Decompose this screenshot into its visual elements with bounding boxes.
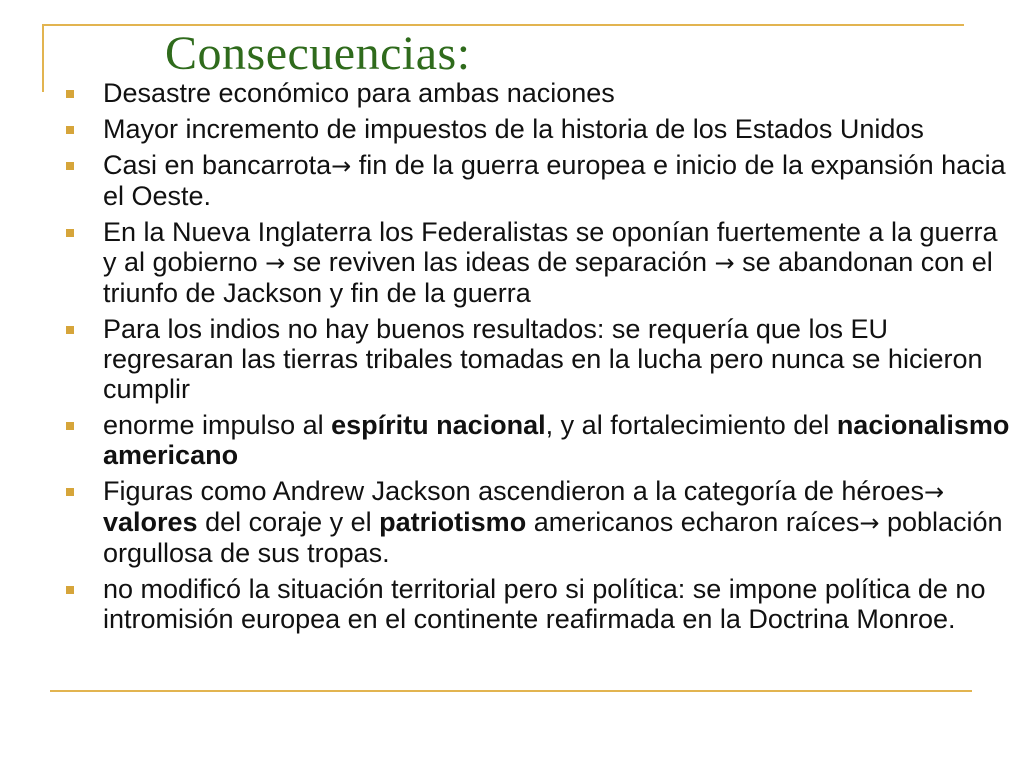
bullet-bold-text: nacionalismo americano — [103, 410, 1010, 470]
frame-bottom-line — [50, 690, 972, 692]
square-bullet-icon — [66, 326, 74, 334]
bullet-item — [66, 410, 1016, 470]
square-bullet-icon — [66, 162, 74, 170]
bullet-item — [66, 476, 1016, 568]
bullet-text: se abandonan con el triunfo de Jackson y fin de la guerra — [103, 247, 993, 308]
bullet-text: del coraje y el — [197, 507, 380, 537]
arrow-right-icon: → — [923, 478, 945, 506]
bullet-item — [66, 574, 1016, 634]
square-bullet-icon — [66, 422, 74, 430]
frame-left-line — [42, 24, 44, 92]
bullet-item — [66, 217, 1016, 308]
bullet-text: Casi en bancarrota — [103, 150, 332, 180]
bullet-bold-text: patriotismo — [379, 507, 527, 537]
bullet-text: , y al fortalecimiento del — [545, 410, 837, 440]
arrow-right-icon: → — [265, 249, 286, 277]
bullet-item — [66, 114, 1016, 144]
bullet-text: americanos echaron raíces — [526, 507, 860, 537]
bullet-item — [66, 314, 1016, 404]
bullet-bold-text: valores — [103, 507, 198, 537]
bullet-item — [66, 150, 1016, 211]
arrow-right-icon: → — [714, 249, 735, 277]
bullet-item — [66, 78, 1016, 108]
bullet-text: Desastre económico para ambas naciones — [103, 78, 615, 108]
bullet-text: no modificó la situación territorial pero si política: se impone política de no intromisión europea en el continente reafirmada en la Doctrina Monroe. — [103, 574, 986, 634]
square-bullet-icon — [66, 488, 74, 496]
bullet-text: Para los indios no hay buenos resultados: se requería que los EU regresaran las tierras tribales tomadas en la lucha pero nunca se hicieron cumplir — [103, 314, 983, 404]
bullet-text: fin de la guerra europea e inicio de la expansión hacia el Oeste. — [103, 150, 1006, 211]
square-bullet-icon — [66, 229, 74, 237]
arrow-right-icon: → — [331, 152, 352, 180]
square-bullet-icon — [66, 126, 74, 134]
bullet-text: población orgullosa de sus tropas. — [103, 507, 1003, 568]
bullet-text: Mayor incremento de impuestos de la historia de los Estados Unidos — [103, 114, 924, 144]
square-bullet-icon — [66, 90, 74, 98]
square-bullet-icon — [66, 586, 74, 594]
bullet-bold-text: espíritu nacional — [331, 410, 546, 440]
bullet-list — [66, 78, 1016, 640]
bullet-text: En la Nueva Inglaterra los Federalistas se oponían fuertemente a la guerra y al gobierno — [103, 217, 998, 277]
bullet-text: se reviven las ideas de separación — [285, 247, 715, 277]
bullet-text: enorme impulso al — [103, 410, 332, 440]
arrow-right-icon: → — [859, 509, 880, 537]
slide-title: Consecuencias: — [165, 27, 471, 80]
bullet-text: Figuras como Andrew Jackson ascendieron a la categoría de héroes — [103, 476, 924, 506]
